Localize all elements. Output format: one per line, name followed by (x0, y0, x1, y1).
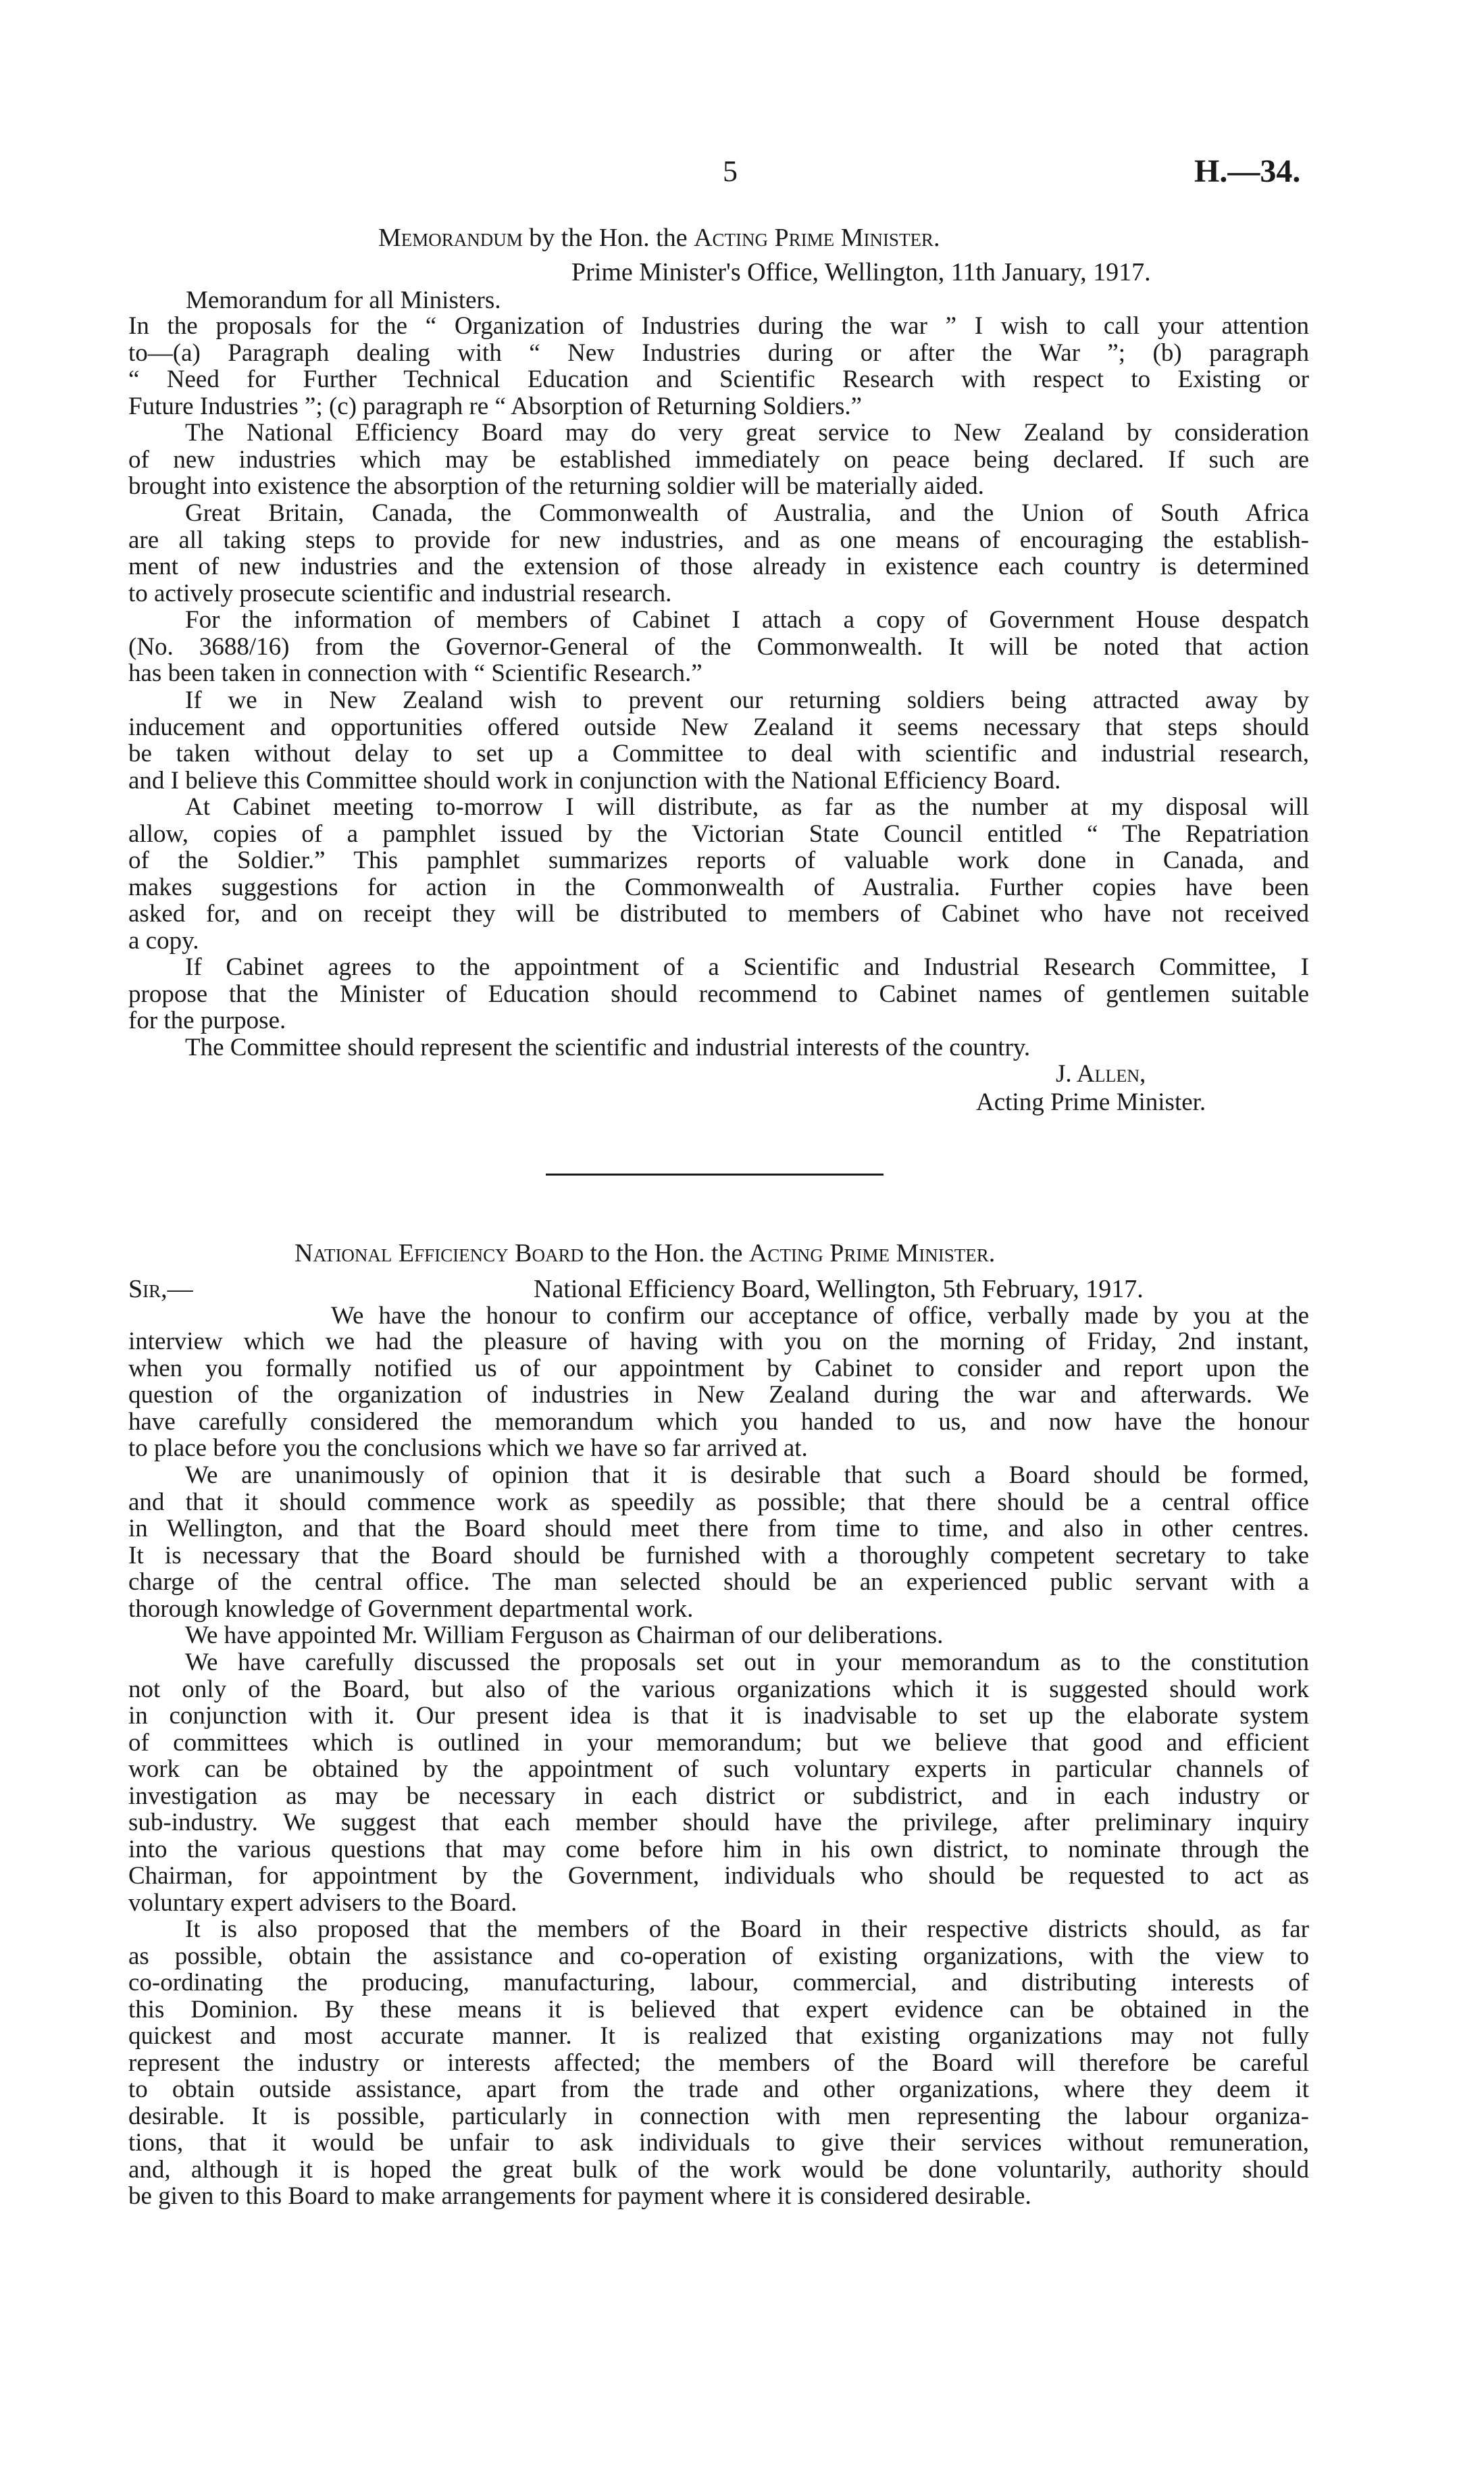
memo1-paragraph-4 (128, 607, 1309, 687)
text-line: We have carefully discussed the proposals set out in your memorandum as to the constitution (185, 1649, 1309, 1676)
text-line: We have appointed Mr. William Ferguson as Chairman of our deliberations. (185, 1621, 944, 1649)
memo2-paragraph-5 (128, 1916, 1309, 2210)
text-line: Great Britain, Canada, the Commonwealth of Australia, and the Union of South Africa (185, 499, 1309, 527)
text-line: a copy. (128, 926, 199, 955)
page-number: 5 (723, 155, 738, 188)
memo1-paragraph-1 (128, 313, 1309, 420)
memo2-heading (295, 1238, 995, 1268)
document-reference: H.—34. (1194, 153, 1301, 189)
text-line: “ Need for Further Technical Education and Scientific Research with respect to Existing or (128, 366, 1309, 393)
text-line: represent the industry or interests affected; the members of the Board will therefore be careful (128, 2048, 1309, 2077)
text-line: charge of the central office. The man selected should be an experienced public servant with a (128, 1568, 1309, 1596)
text-line: of committees which is outlined in your memorandum; but we believe that good and efficient (128, 1728, 1309, 1757)
text-line: be taken without delay to set up a Committee to deal with scientific and industrial research, (128, 740, 1309, 768)
memo1-paragraph-7 (128, 954, 1309, 1034)
text-line: If we in New Zealand wish to prevent our returning soldiers being attracted away by (185, 686, 1309, 714)
text-line: At Cabinet meeting to-morrow I will distribute, as far as the number at my disposal will (185, 793, 1309, 821)
memo1-heading-prefix: Memorandum (378, 224, 523, 252)
text-line: when you formally notified us of our appointment by Cabinet to consider and report upon the (128, 1354, 1309, 1382)
text-line: to—(a) Paragraph dealing with “ New Industries during or after the War ”; (b) paragraph (128, 338, 1309, 367)
text-line: It is necessary that the Board should be furnished with a thoroughly competent secretary to take (128, 1541, 1309, 1569)
text-line: co-ordinating the producing, manufacturing, labour, commercial, and distributing interests of (128, 1969, 1309, 1996)
text-line: We are unanimously of opinion that it is desirable that such a Board should be formed, (185, 1461, 1309, 1489)
text-line: of new industries which may be established immediately on peace being declared. If such are (128, 445, 1309, 474)
text-line: as possible, obtain the assistance and co-operation of existing organizations, with the view to (128, 1942, 1309, 1970)
text-line: The Committee should represent the scientific and industrial interests of the country. (185, 1034, 1031, 1061)
memo2-salutation: Sir,— (128, 1275, 193, 1303)
memo2-place-date: National Efficiency Board, Wellington, 5th February, 1917. (534, 1275, 1144, 1303)
memo1-heading-title: Acting Prime Minister. (694, 224, 940, 252)
text-line: in conjunction with it. Our present idea is that it is inadvisable to set up the elaborate system (128, 1702, 1309, 1730)
text-line: for the purpose. (128, 1007, 286, 1034)
text-line: interview which we had the pleasure of having with you on the morning of Friday, 2nd instant, (128, 1328, 1309, 1355)
memo1-paragraph-8 (128, 1034, 1309, 1061)
text-line: tions, that it would be unfair to ask individuals to give their services without remuneration, (128, 2129, 1309, 2157)
text-line: asked for, and on receipt they will be distributed to members of Cabinet who have not received (128, 900, 1309, 928)
text-line: are all taking steps to provide for new industries, and as one means of encouraging the establish- (128, 526, 1309, 554)
text-line: ment of new industries and the extension of those already in existence each country is determined (128, 553, 1309, 580)
memo2-paragraph-4 (128, 1649, 1309, 1916)
memo1-salutation: Memorandum for all Ministers. (186, 286, 501, 314)
text-line: to place before you the conclusions which we have so far arrived at. (128, 1434, 808, 1462)
text-line: and, although it is hoped the great bulk of the work would be done voluntarily, authority should (128, 2155, 1309, 2184)
text-line: If Cabinet agrees to the appointment of a Scientific and Industrial Research Committee, I (185, 953, 1309, 981)
memo2-paragraph-2 (128, 1462, 1309, 1622)
text-line: be given to this Board to make arrangements for payment where it is considered desirable. (128, 2182, 1031, 2210)
text-line: For the information of members of Cabinet I attach a copy of Government House despatch (185, 606, 1309, 634)
text-line: has been taken in connection with “ Scientific Research.” (128, 659, 702, 687)
text-line: in Wellington, and that the Board should meet there from time to time, and also in other centres. (128, 1515, 1309, 1542)
text-line: allow, copies of a pamphlet issued by the Victorian State Council entitled “ The Repatriation (128, 820, 1309, 848)
memo1-paragraph-2 (128, 420, 1309, 500)
text-line: The National Efficiency Board may do very great service to New Zealand by consideration (185, 419, 1309, 447)
memo1-signature-name: J. Allen, (1056, 1060, 1146, 1088)
text-line: In the proposals for the “ Organization of Industries during the war ” I wish to call your attention (128, 312, 1309, 340)
text-line: have carefully considered the memorandum which you handed to us, and now have the honour (128, 1407, 1309, 1436)
text-line: and I believe this Committee should work in conjunction with the National Efficiency Board. (128, 766, 1061, 795)
section-divider (546, 1174, 884, 1176)
text-line: It is also proposed that the members of the Board in their respective districts should, as far (185, 1915, 1309, 1943)
text-line: makes suggestions for action in the Commonwealth of Australia. Further copies have been (128, 873, 1309, 901)
text-line: and that it should commence work as speedily as possible; that there should be a central office (128, 1488, 1309, 1516)
text-line: thorough knowledge of Government departmental work. (128, 1594, 694, 1623)
memo1-heading (378, 223, 940, 253)
text-line: (No. 3688/16) from the Governor-General of the Commonwealth. It will be noted that action (128, 632, 1309, 661)
text-line: this Dominion. By these means it is believed that expert evidence can be obtained in the (128, 1995, 1309, 2023)
text-line: to actively prosecute scientific and industrial research. (128, 579, 672, 607)
memo1-heading-mid: by the Hon. the (522, 224, 694, 252)
text-line: Future Industries ”; (c) paragraph re “ Absorption of Returning Soldiers.” (128, 392, 863, 420)
memo1-signature-title: Acting Prime Minister. (976, 1088, 1206, 1116)
memo2-heading-title: Acting Prime Minister. (748, 1239, 996, 1267)
memo1-place-date: Prime Minister's Office, Wellington, 11th January, 1917. (571, 258, 1151, 286)
text-line: investigation as may be necessary in each district or subdistrict, and in each industry or (128, 1782, 1309, 1810)
text-line: desirable. It is possible, particularly in connection with men representing the labour organiza- (128, 2102, 1309, 2130)
text-line: not only of the Board, but also of the various organizations which it is suggested should work (128, 1675, 1309, 1703)
text-line: work can be obtained by the appointment of such voluntary experts in particular channels of (128, 1755, 1309, 1783)
memo1-paragraph-3 (128, 500, 1309, 607)
text-line: quickest and most accurate manner. It is realized that existing organizations may not fully (128, 2022, 1309, 2050)
text-line: propose that the Minister of Education should recommend to Cabinet names of gentlemen suitable (128, 980, 1309, 1008)
text-line: Chairman, for appointment by the Government, individuals who should be requested to act as (128, 1862, 1309, 1890)
text-line: question of the organization of industries in New Zealand during the war and afterwards. We (128, 1381, 1309, 1409)
text-line: into the various questions that may come before him in his own district, to nominate through the (128, 1835, 1309, 1863)
memo2-paragraph-3 (128, 1622, 1309, 1649)
text-line: inducement and opportunities offered outside New Zealand it seems necessary that steps should (128, 713, 1309, 741)
memo1-paragraph-6 (128, 794, 1309, 954)
text-line: voluntary expert advisers to the Board. (128, 1888, 517, 1917)
memo1-paragraph-5 (128, 687, 1309, 794)
text-line: of the Soldier.” This pamphlet summarizes reports of valuable work done in Canada, and (128, 847, 1309, 874)
memo2-paragraph-1-first-line: We have the honour to confirm our acceptance of office, verbally made by you at the (331, 1302, 1309, 1330)
text-line: to obtain outside assistance, apart from the trade and other organizations, where they deem it (128, 2075, 1309, 2103)
memo2-paragraph-1 (128, 1328, 1309, 1462)
text-line: brought into existence the absorption of the returning soldier will be materially aided. (128, 472, 984, 500)
memo2-heading-prefix: National Efficiency Board (295, 1239, 584, 1267)
memo2-heading-mid: to the Hon. the (584, 1239, 749, 1267)
text-line: sub-industry. We suggest that each member should have the privilege, after preliminary inquiry (128, 1809, 1309, 1836)
